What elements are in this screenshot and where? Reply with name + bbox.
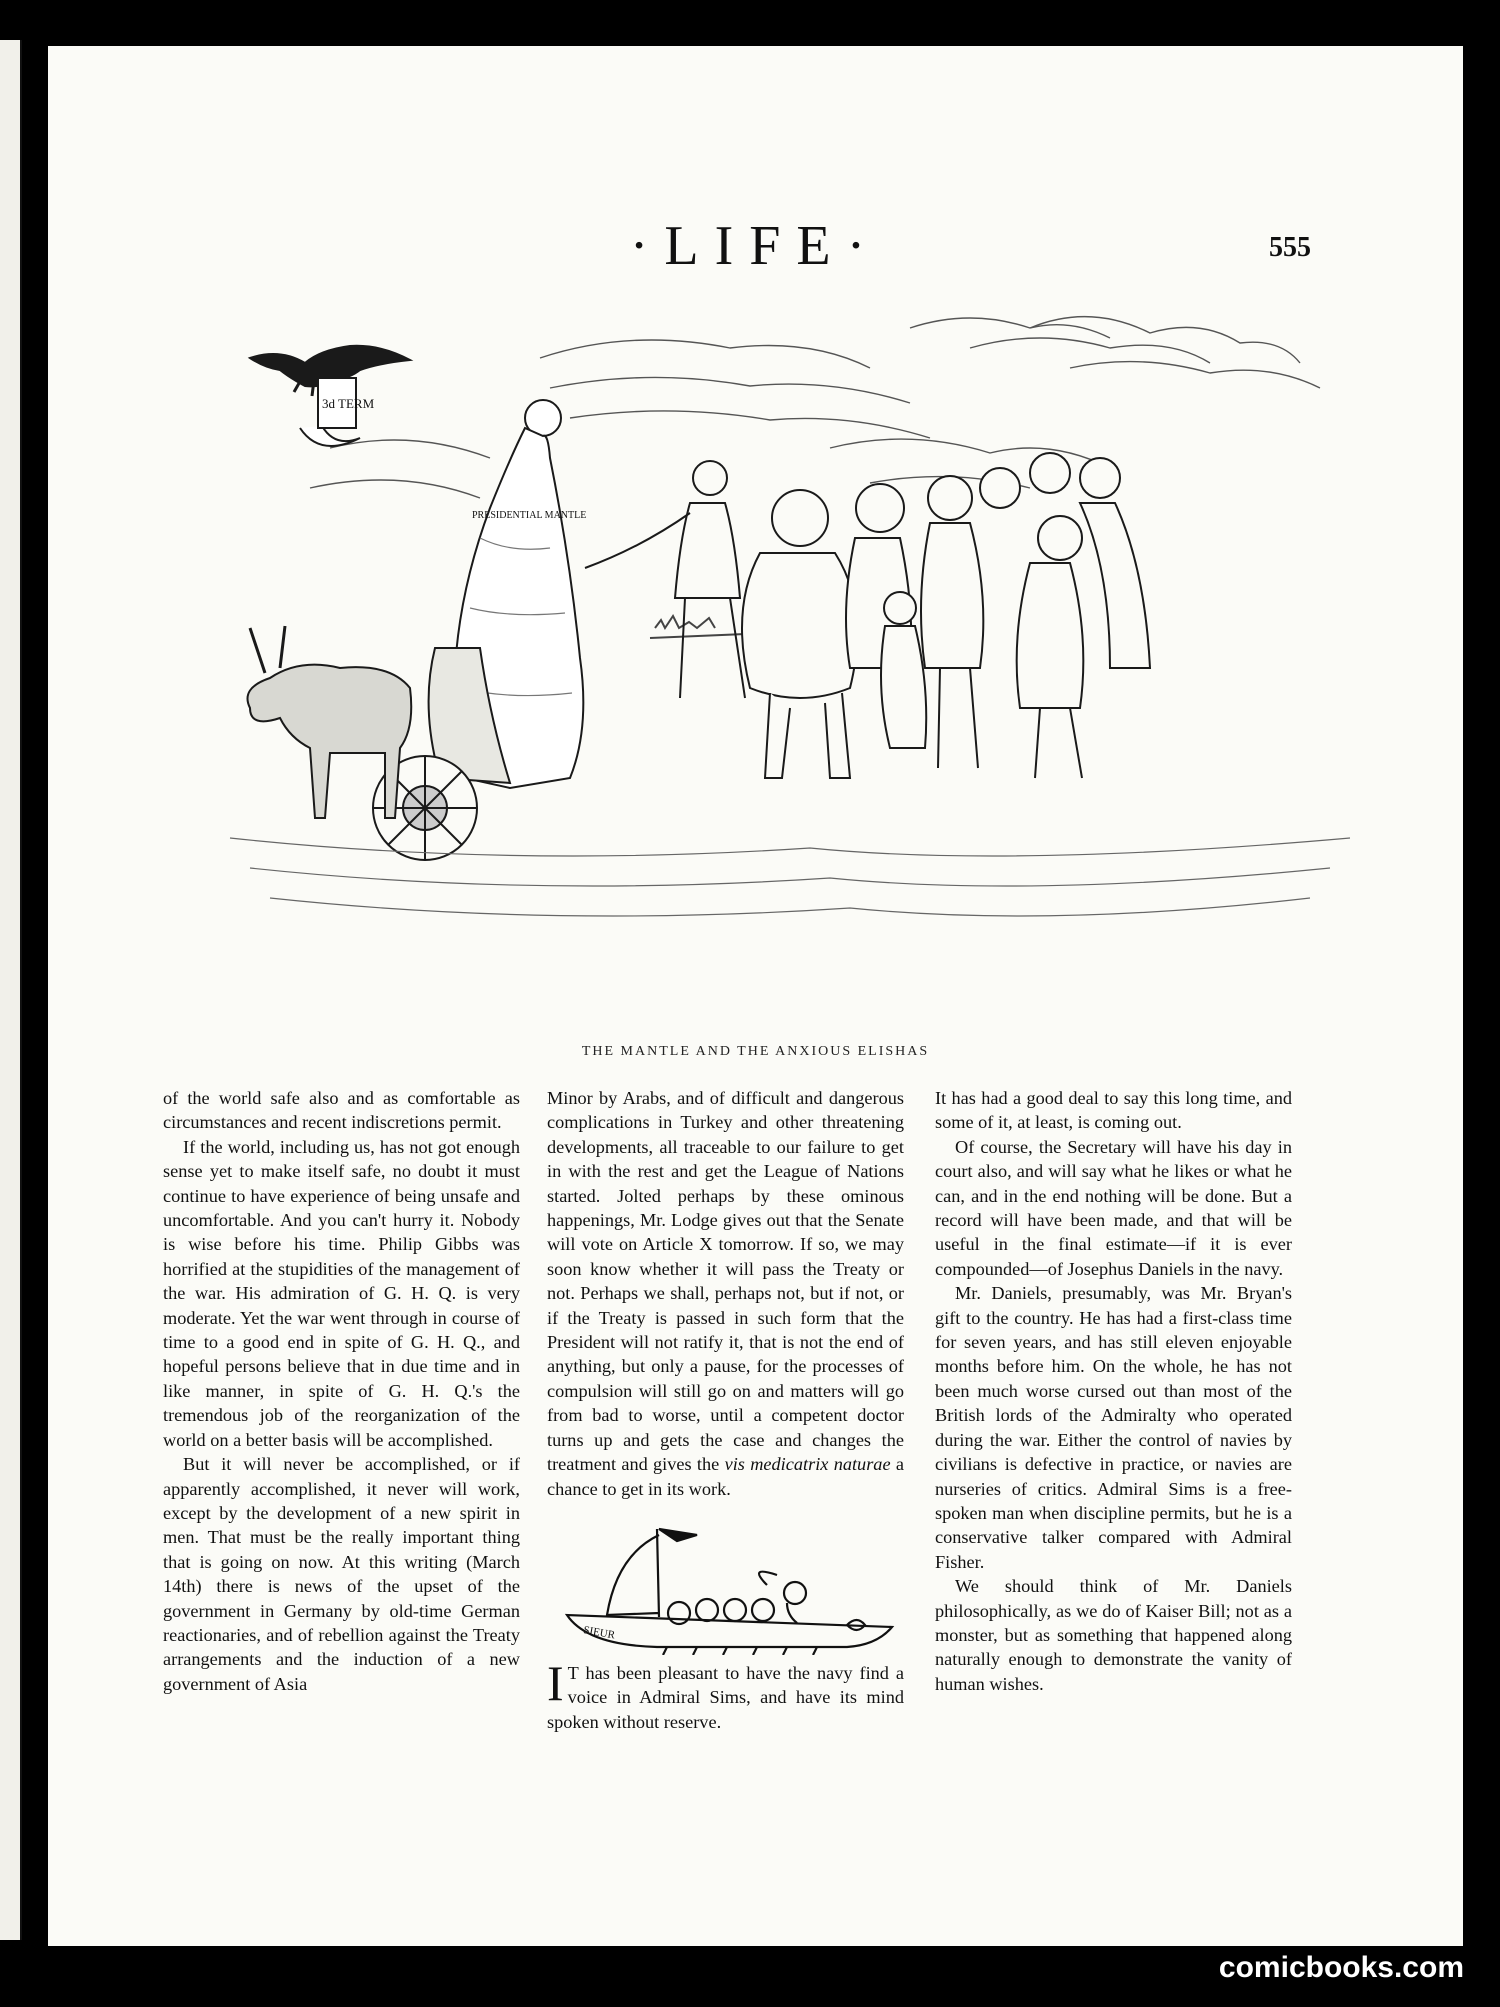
text-column-3 xyxy=(935,1086,1292,1696)
paragraph: But it will never be accomplished, or if apparently accomplished, it never will work, except by the development of a new spirit in men. That must be the really important thing that is going on now. At this writing (March 14th) there is news of the upset of the government in Germany by old-time German reactionaries, and of rebellion against the Treaty arrangements and the induction of a new government of Asia xyxy=(163,1454,520,1694)
text-column-1 xyxy=(163,1086,520,1696)
donkey-drawing xyxy=(248,626,412,818)
boat-label: SIEUR xyxy=(582,1624,616,1642)
paragraph: of the world safe also and as comfortable as circumstances and recent indiscretions permit. xyxy=(163,1088,520,1133)
cartoon-caption: THE MANTLE AND THE ANXIOUS ELISHAS xyxy=(581,1044,930,1059)
text-run: a chance to get in its work. xyxy=(547,1454,904,1499)
masthead-title: ·LIFE· xyxy=(629,215,882,277)
drop-cap: I xyxy=(547,1654,564,1711)
crescent-label: 3d TERM xyxy=(322,396,375,411)
magazine-page xyxy=(48,46,1463,1946)
cartoon-illustration xyxy=(210,308,1370,1028)
paragraph: Mr. Daniels, presumably, was Mr. Bryan's gift to the country. He has had a first-class time for seven years, and has still eleven enjoyable months before him. On the whole, he has not been much worse cursed out than most of the British lords of the Admiralty who operated during the war. Either the control of navies by civilians is defective in practice, or navies are nurseries of critics. Admiral Sims is a free-spoken man when discipline permits, but he is a conservative talker compared with Admiral Fisher. xyxy=(935,1283,1292,1572)
adjacent-page-edge xyxy=(0,40,22,1940)
paragraph xyxy=(547,1086,904,1501)
sky-clouds xyxy=(310,317,1320,498)
text-run: Minor by Arabs, and of difficult and dangerous complications in Turkey and other threatening developments, all traceable to our failure to get in with the rest and get the League of Nations started. Jolted perhaps by these ominous happenings, Mr. Lodge gives out that the Senate will vote on Article X tomorrow. If so, we may soon know whether it will pass the Treaty or not. Perhaps we shall, perhaps not, but if not, or if the Treaty is passed in such form that the President will not ratify it, that is not the end of anything, but only a pause, for the processes of compulsion will still go on and matters will go from bad to worse, until a competent doctor turns up and gets the case and changes the treatment and gives the xyxy=(547,1088,904,1475)
latin-phrase: vis medicatrix naturae xyxy=(724,1454,891,1475)
paragraph: If the world, including us, has not got enough sense yet to make itself safe, no doubt it must continue to have experience of being unsafe and uncomfortable. And you can't hurry it. Nobody is wise before his time. Philip Gibbs was horrified at the stupidities of the management of the war. His admiration of G. H. Q. is very moderate. Yet the war went through in course of time to a good end in spite of G. H. Q., and hopeful persons believe that in due time and in like manner, in spite of G. H. Q.'s the tremendous job of the reorganization of the world on a better basis will be accomplished. xyxy=(163,1136,520,1450)
mantle-label: PRESIDENTIAL MANTLE xyxy=(472,510,587,521)
text-column-2 xyxy=(547,1086,904,1734)
text-run: T has been pleasant to have the navy find a voice in Admiral Sims, and have its mind spoken without reserve. xyxy=(547,1662,904,1732)
beckoning-figure xyxy=(585,461,745,698)
paragraph: Of course, the Secretary will have his day in court also, and will say what he likes or what he can, and in the end nothing will be done. But a record will have been made, and that will be useful in the final estimate—if it is ever compounded—of Josephus Daniels in the navy. xyxy=(935,1136,1292,1279)
page-number: 555 xyxy=(1269,232,1311,263)
paragraph: It has had a good deal to say this long time, and some of it, at least, is coming out. xyxy=(935,1088,1292,1133)
crowd-of-elishas xyxy=(742,453,1150,778)
paragraph: We should think of Mr. Daniels philosophically, as we do of Kaiser Bill; not as a monster, but as something that happened along naturally enough to demonstrate the vanity of human wishes. xyxy=(935,1576,1292,1694)
paragraph xyxy=(547,1654,904,1734)
boat-vignette xyxy=(547,1515,904,1655)
watermark: comicbooks.com xyxy=(1218,1951,1464,1984)
